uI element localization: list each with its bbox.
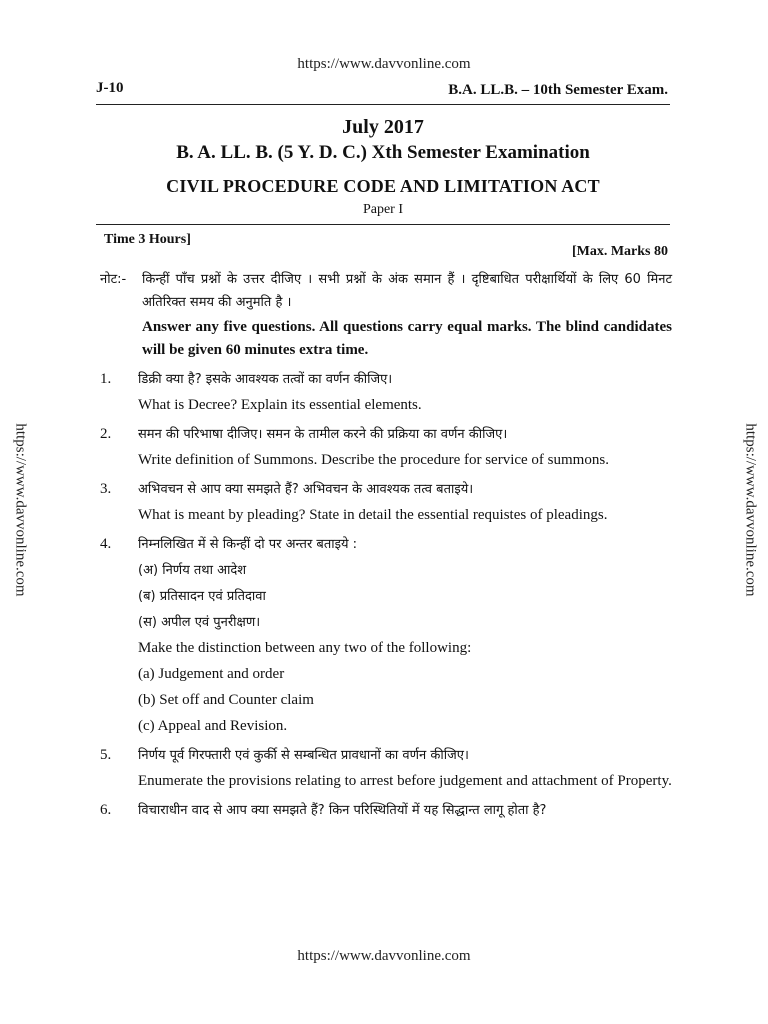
- question-hindi: विचाराधीन वाद से आप क्या समझते हैं? किन परिस्थितियों में यह सिद्धान्त लागू होता है?: [138, 803, 547, 818]
- course-label: B.A. LL.B. – 10th Semester Exam.: [448, 82, 668, 98]
- question-number: 5.: [100, 747, 112, 763]
- exam-title: B. A. LL. B. (5 Y. D. C.) Xth Semester Examination: [176, 142, 590, 163]
- question-2: [100, 423, 672, 472]
- subpart-hindi-a: (अ) निर्णय तथा आदेश: [138, 563, 247, 578]
- watermark-url-top: https://www.davvonline.com: [297, 56, 471, 72]
- question-5: [100, 744, 672, 793]
- watermark-url-right: https://www.davvonline.com: [742, 423, 759, 597]
- question-number: 2.: [100, 426, 112, 442]
- question-number: 6.: [100, 802, 112, 818]
- watermark-url-left: https://www.davvonline.com: [12, 423, 29, 597]
- subject-title: CIVIL PROCEDURE CODE AND LIMITATION ACT: [166, 176, 600, 196]
- question-english: Enumerate the provisions relating to arrest before judgement and attachment of Property.: [138, 773, 672, 789]
- question-english: Write definition of Summons. Describe the procedure for service of summons.: [138, 452, 609, 468]
- question-number: 1.: [100, 371, 112, 387]
- question-number: 3.: [100, 481, 112, 497]
- header-divider: [96, 104, 670, 105]
- question-hindi: निर्णय पूर्व गिरफ्तारी एवं कुर्की से सम्बन्धित प्रावधानों का वर्णन कीजिए।: [138, 748, 469, 763]
- time-allowed: Time 3 Hours]: [104, 232, 191, 247]
- question-number: 4.: [100, 536, 112, 552]
- question-english: Make the distinction between any two of the following:: [138, 640, 472, 656]
- question-english: What is Decree? Explain its essential elements.: [138, 397, 422, 413]
- title-divider: [96, 224, 670, 225]
- question-hindi: अभिवचन से आप क्या समझते हैं? अभिवचन के आवश्यक तत्व बताइये।: [138, 482, 474, 497]
- max-marks: [Max. Marks 80: [571, 244, 668, 259]
- question-hindi: डिक्री क्या है? इसके आवश्यक तत्वों का वर्णन कीजिए।: [138, 372, 393, 387]
- question-6: [100, 799, 672, 822]
- subpart-english-b: (b) Set off and Counter claim: [138, 692, 314, 708]
- question-hindi: निम्नलिखित में से किन्हीं दो पर अन्तर बताइये :: [138, 537, 358, 552]
- exam-month: July 2017: [342, 116, 424, 138]
- subpart-hindi-b: (ब) प्रतिसादन एवं प्रतिदावा: [138, 589, 266, 604]
- subpart-english-a: (a) Judgement and order: [138, 666, 285, 682]
- note-english: Answer any five questions. All questions carry equal marks. The blind candidates will be given 60 minutes extra time.: [142, 319, 672, 358]
- subpart-english-c: (c) Appeal and Revision.: [138, 718, 288, 734]
- watermark-url-bottom: https://www.davvonline.com: [297, 948, 471, 964]
- question-paper-body: [100, 268, 672, 822]
- note-label: नोट:-: [100, 272, 127, 287]
- question-4: [100, 533, 672, 738]
- subpart-hindi-c: (स) अपील एवं पुनरीक्षण।: [138, 615, 261, 630]
- question-3: [100, 478, 672, 527]
- question-english: What is meant by pleading? State in detail the essential requistes of pleadings.: [138, 507, 608, 523]
- paper-label: Paper I: [362, 202, 404, 217]
- question-hindi: समन की परिभाषा दीजिए। समन के तामील करने की प्रक्रिया का वर्णन कीजिए।: [138, 427, 508, 442]
- note-hindi: किन्हीं पाँच प्रश्नों के उत्तर दीजिए । सभी प्रश्नों के अंक समान हैं । दृष्टिबाधित परीक्षार्थियों के लिए 60 मिनट अतिरिक्त समय की अनुमति है ।: [142, 272, 672, 310]
- instructions-note: [100, 268, 672, 362]
- question-1: [100, 368, 672, 417]
- paper-code: J-10: [96, 80, 124, 96]
